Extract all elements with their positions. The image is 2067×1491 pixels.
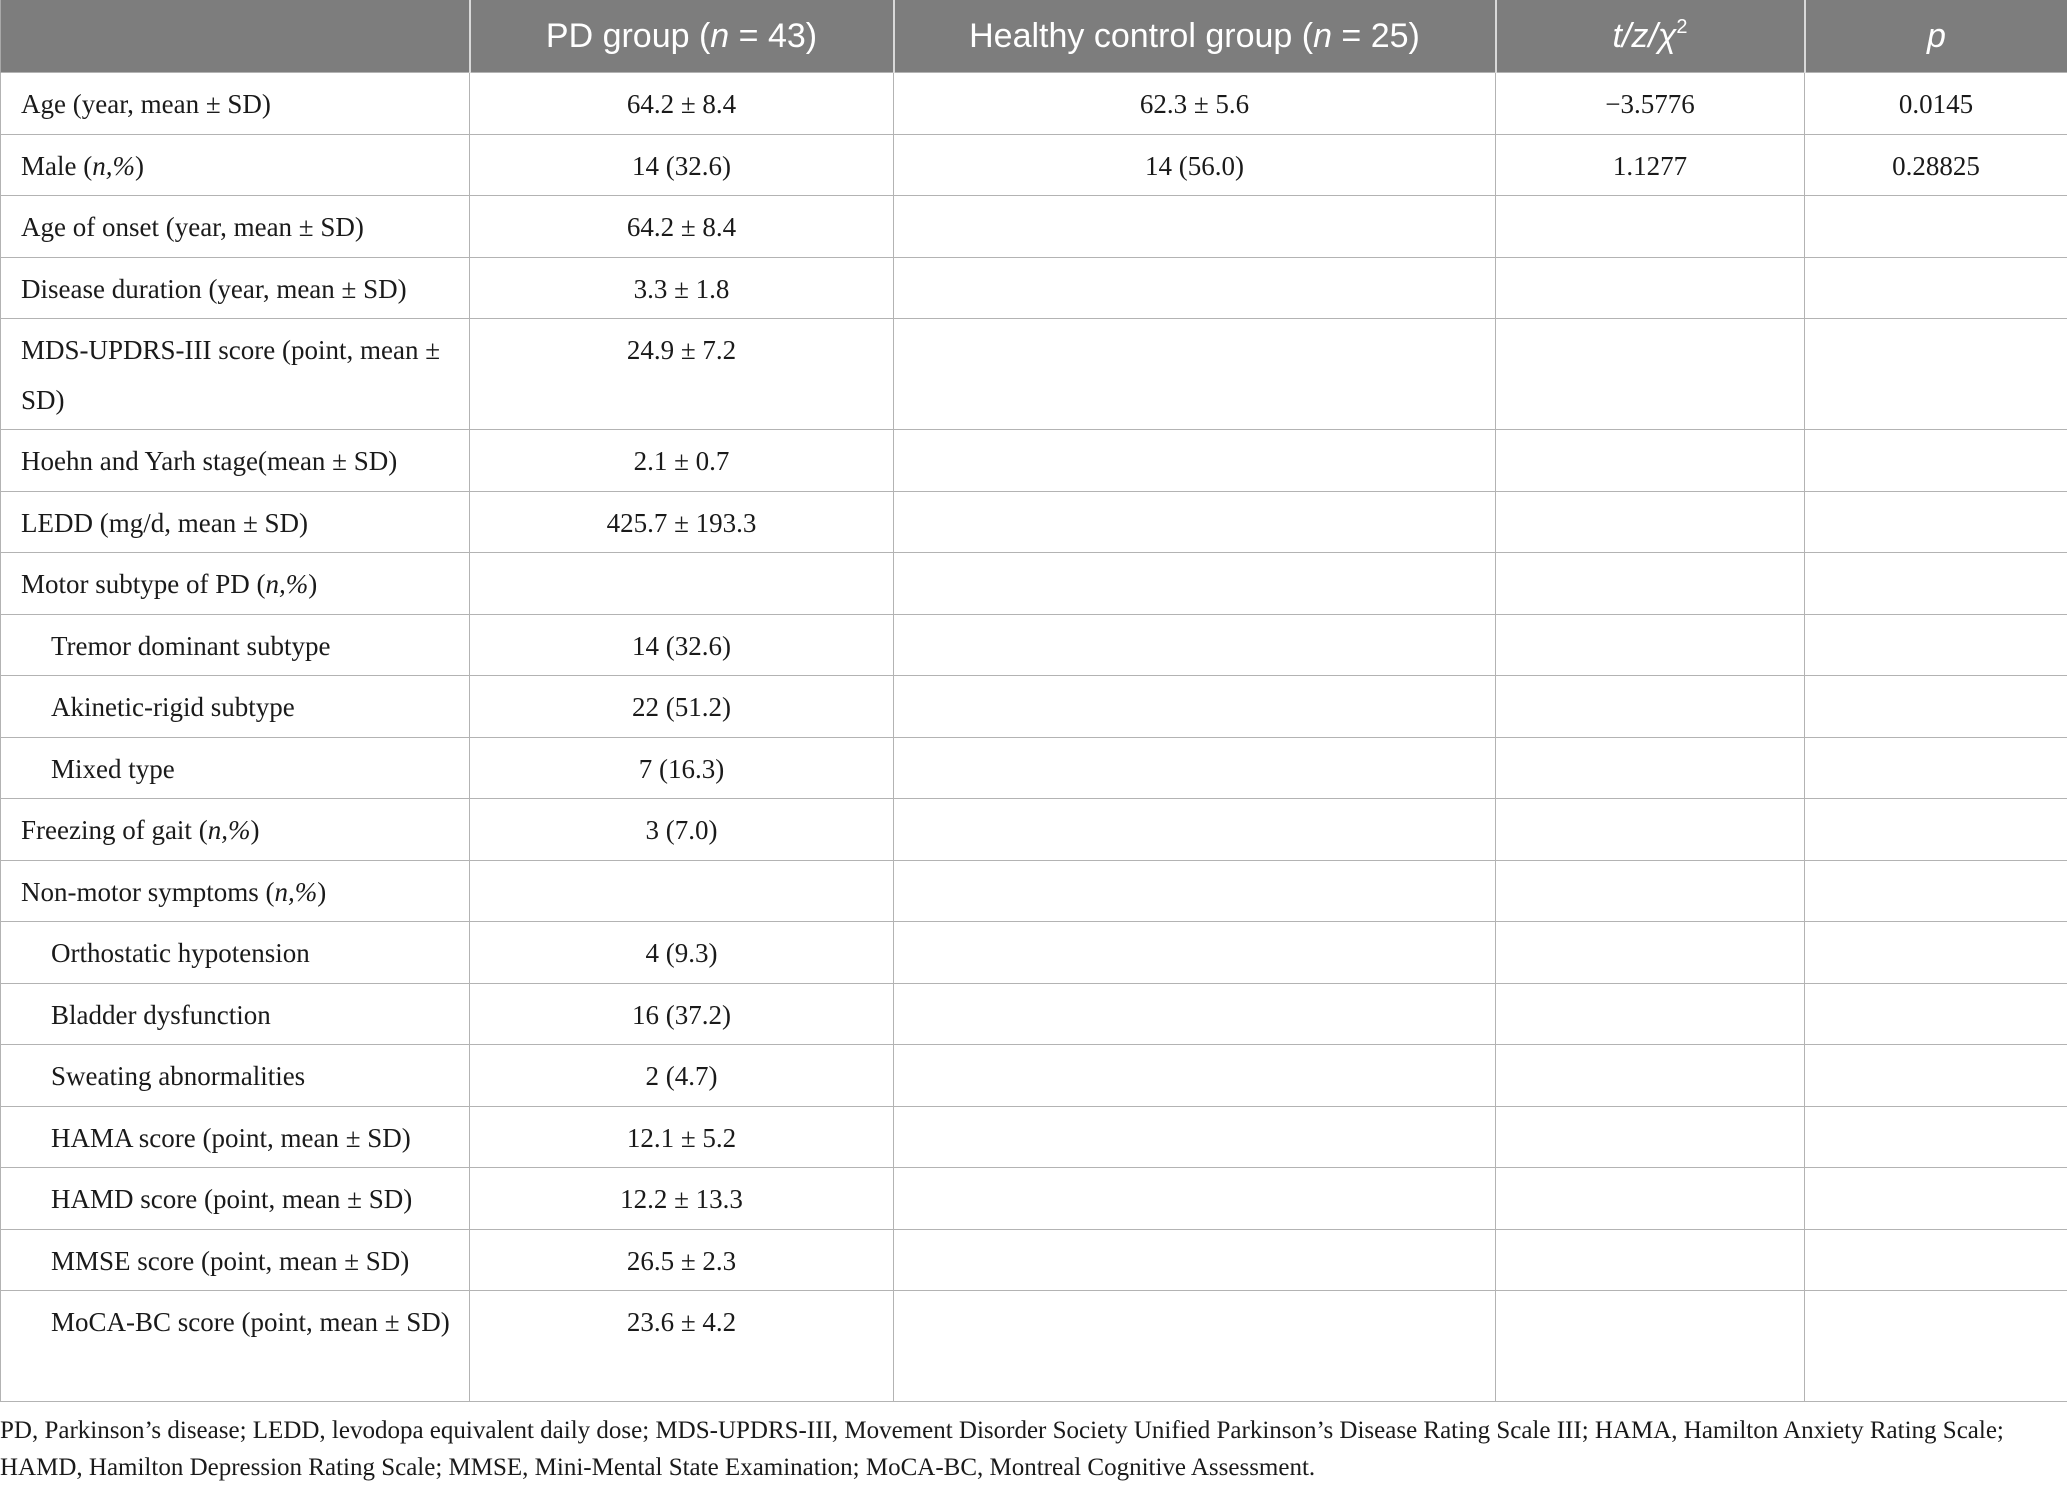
table-row bbox=[1, 430, 2067, 492]
control-group-value bbox=[894, 1229, 1496, 1291]
test-statistic-value bbox=[1496, 614, 1805, 676]
p-value bbox=[1805, 491, 2067, 553]
row-label: MDS-UPDRS-III score (point, mean ± SD) bbox=[1, 319, 470, 430]
pd-group-value: 3.3 ± 1.8 bbox=[470, 257, 894, 319]
p-value bbox=[1805, 1106, 2067, 1168]
table-footnote: PD, Parkinson’s disease; LEDD, levodopa equivalent daily dose; MDS-UPDRS-III, Movement Disorder Society Unified Parkinson’s Disease Rating Scale III; HAMA, Hamilton Anxiety Rating Scale; HAMD, Hamilton Depression Rating Scale; MMSE, Mini-Mental State Examination; MoCA-BC, Montreal Cognitive Assessment. bbox=[0, 1417, 2004, 1481]
p-value bbox=[1805, 196, 2067, 258]
table-row bbox=[1, 1168, 2067, 1230]
pd-group-value: 14 (32.6) bbox=[470, 614, 894, 676]
test-statistic-value bbox=[1496, 319, 1805, 430]
test-statistic-value bbox=[1496, 1045, 1805, 1107]
control-group-value bbox=[894, 922, 1496, 984]
table-row bbox=[1, 134, 2067, 196]
row-label: Akinetic-rigid subtype bbox=[1, 676, 470, 738]
table-row bbox=[1, 983, 2067, 1045]
pd-group-value: 2 (4.7) bbox=[470, 1045, 894, 1107]
pd-group-value: 12.2 ± 13.3 bbox=[470, 1168, 894, 1230]
control-group-value bbox=[894, 1168, 1496, 1230]
p-value bbox=[1805, 1045, 2067, 1107]
header-empty bbox=[1, 0, 470, 73]
pd-group-value bbox=[470, 860, 894, 922]
p-value bbox=[1805, 676, 2067, 738]
pd-group-value: 14 (32.6) bbox=[470, 134, 894, 196]
p-value bbox=[1805, 1291, 2067, 1402]
p-value bbox=[1805, 983, 2067, 1045]
header-row bbox=[1, 0, 2067, 73]
test-statistic-value bbox=[1496, 676, 1805, 738]
table-body bbox=[1, 73, 2067, 1402]
pd-group-value: 23.6 ± 4.2 bbox=[470, 1291, 894, 1402]
pd-group-value: 64.2 ± 8.4 bbox=[470, 73, 894, 135]
table-row bbox=[1, 491, 2067, 553]
table-row bbox=[1, 860, 2067, 922]
test-statistic-value bbox=[1496, 196, 1805, 258]
p-value bbox=[1805, 922, 2067, 984]
pd-group-value: 3 (7.0) bbox=[470, 799, 894, 861]
pd-group-value: 12.1 ± 5.2 bbox=[470, 1106, 894, 1168]
pd-group-value: 2.1 ± 0.7 bbox=[470, 430, 894, 492]
row-label: Bladder dysfunction bbox=[1, 983, 470, 1045]
pd-group-value: 7 (16.3) bbox=[470, 737, 894, 799]
control-group-value bbox=[894, 860, 1496, 922]
row-label: HAMD score (point, mean ± SD) bbox=[1, 1168, 470, 1230]
table-row bbox=[1, 553, 2067, 615]
row-label: Tremor dominant subtype bbox=[1, 614, 470, 676]
test-statistic-value: 1.1277 bbox=[1496, 134, 1805, 196]
p-value bbox=[1805, 257, 2067, 319]
table-row bbox=[1, 1045, 2067, 1107]
table-row bbox=[1, 1291, 2067, 1402]
header-control-group: Healthy control group (n = 25) bbox=[894, 0, 1496, 73]
pd-group-value: 4 (9.3) bbox=[470, 922, 894, 984]
table-row bbox=[1, 319, 2067, 430]
control-group-value bbox=[894, 430, 1496, 492]
control-group-value bbox=[894, 1045, 1496, 1107]
test-statistic-value bbox=[1496, 257, 1805, 319]
control-group-value bbox=[894, 676, 1496, 738]
p-value bbox=[1805, 614, 2067, 676]
table-row bbox=[1, 676, 2067, 738]
pd-group-value: 22 (51.2) bbox=[470, 676, 894, 738]
test-statistic-value bbox=[1496, 491, 1805, 553]
p-value bbox=[1805, 430, 2067, 492]
row-label: Male (n,%) bbox=[1, 134, 470, 196]
test-statistic-value bbox=[1496, 983, 1805, 1045]
p-value bbox=[1805, 319, 2067, 430]
test-statistic-value bbox=[1496, 860, 1805, 922]
pd-group-value: 64.2 ± 8.4 bbox=[470, 196, 894, 258]
test-statistic-value bbox=[1496, 430, 1805, 492]
test-statistic-value bbox=[1496, 1168, 1805, 1230]
row-label: Motor subtype of PD (n,%) bbox=[1, 553, 470, 615]
table-header bbox=[1, 0, 2067, 73]
control-group-value bbox=[894, 799, 1496, 861]
control-group-value bbox=[894, 319, 1496, 430]
table-row bbox=[1, 922, 2067, 984]
control-group-value bbox=[894, 737, 1496, 799]
row-label: LEDD (mg/d, mean ± SD) bbox=[1, 491, 470, 553]
header-pd-group: PD group (n = 43) bbox=[470, 0, 894, 73]
p-value bbox=[1805, 737, 2067, 799]
row-label: HAMA score (point, mean ± SD) bbox=[1, 1106, 470, 1168]
row-label: MoCA-BC score (point, mean ± SD) bbox=[1, 1291, 470, 1402]
test-statistic-value bbox=[1496, 737, 1805, 799]
table-row bbox=[1, 737, 2067, 799]
control-group-value bbox=[894, 257, 1496, 319]
row-label: Disease duration (year, mean ± SD) bbox=[1, 257, 470, 319]
test-statistic-value bbox=[1496, 1229, 1805, 1291]
p-value bbox=[1805, 553, 2067, 615]
table-row bbox=[1, 257, 2067, 319]
control-group-value bbox=[894, 1106, 1496, 1168]
p-value bbox=[1805, 1168, 2067, 1230]
row-label: Age of onset (year, mean ± SD) bbox=[1, 196, 470, 258]
row-label: Age (year, mean ± SD) bbox=[1, 73, 470, 135]
test-statistic-value bbox=[1496, 1106, 1805, 1168]
control-group-value bbox=[894, 196, 1496, 258]
control-group-value: 14 (56.0) bbox=[894, 134, 1496, 196]
table-row bbox=[1, 1229, 2067, 1291]
row-label: Sweating abnormalities bbox=[1, 1045, 470, 1107]
test-statistic-value bbox=[1496, 799, 1805, 861]
control-group-value bbox=[894, 491, 1496, 553]
p-value bbox=[1805, 860, 2067, 922]
test-statistic-value bbox=[1496, 1291, 1805, 1402]
row-label: MMSE score (point, mean ± SD) bbox=[1, 1229, 470, 1291]
p-value bbox=[1805, 799, 2067, 861]
row-label: Hoehn and Yarh stage(mean ± SD) bbox=[1, 430, 470, 492]
table-row bbox=[1, 1106, 2067, 1168]
row-label: Mixed type bbox=[1, 737, 470, 799]
pd-group-value: 26.5 ± 2.3 bbox=[470, 1229, 894, 1291]
pd-group-value bbox=[470, 553, 894, 615]
p-value bbox=[1805, 1229, 2067, 1291]
header-test-statistic: $t/z/\chi^2$ bbox=[1496, 0, 1805, 73]
header-p-value: p bbox=[1805, 0, 2067, 73]
control-group-value bbox=[894, 614, 1496, 676]
table-row bbox=[1, 196, 2067, 258]
row-label: Non-motor symptoms (n,%) bbox=[1, 860, 470, 922]
p-value: 0.0145 bbox=[1805, 73, 2067, 135]
pd-group-value: 16 (37.2) bbox=[470, 983, 894, 1045]
pd-group-value: 24.9 ± 7.2 bbox=[470, 319, 894, 430]
row-label: Orthostatic hypotension bbox=[1, 922, 470, 984]
test-statistic-value bbox=[1496, 922, 1805, 984]
test-statistic-value bbox=[1496, 553, 1805, 615]
table-row bbox=[1, 614, 2067, 676]
pd-group-value: 425.7 ± 193.3 bbox=[470, 491, 894, 553]
p-value: 0.28825 bbox=[1805, 134, 2067, 196]
control-group-value: 62.3 ± 5.6 bbox=[894, 73, 1496, 135]
row-label: Freezing of gait (n,%) bbox=[1, 799, 470, 861]
control-group-value bbox=[894, 1291, 1496, 1402]
table-row bbox=[1, 799, 2067, 861]
test-statistic-value: −3.5776 bbox=[1496, 73, 1805, 135]
table-row bbox=[1, 73, 2067, 135]
control-group-value bbox=[894, 553, 1496, 615]
control-group-value bbox=[894, 983, 1496, 1045]
